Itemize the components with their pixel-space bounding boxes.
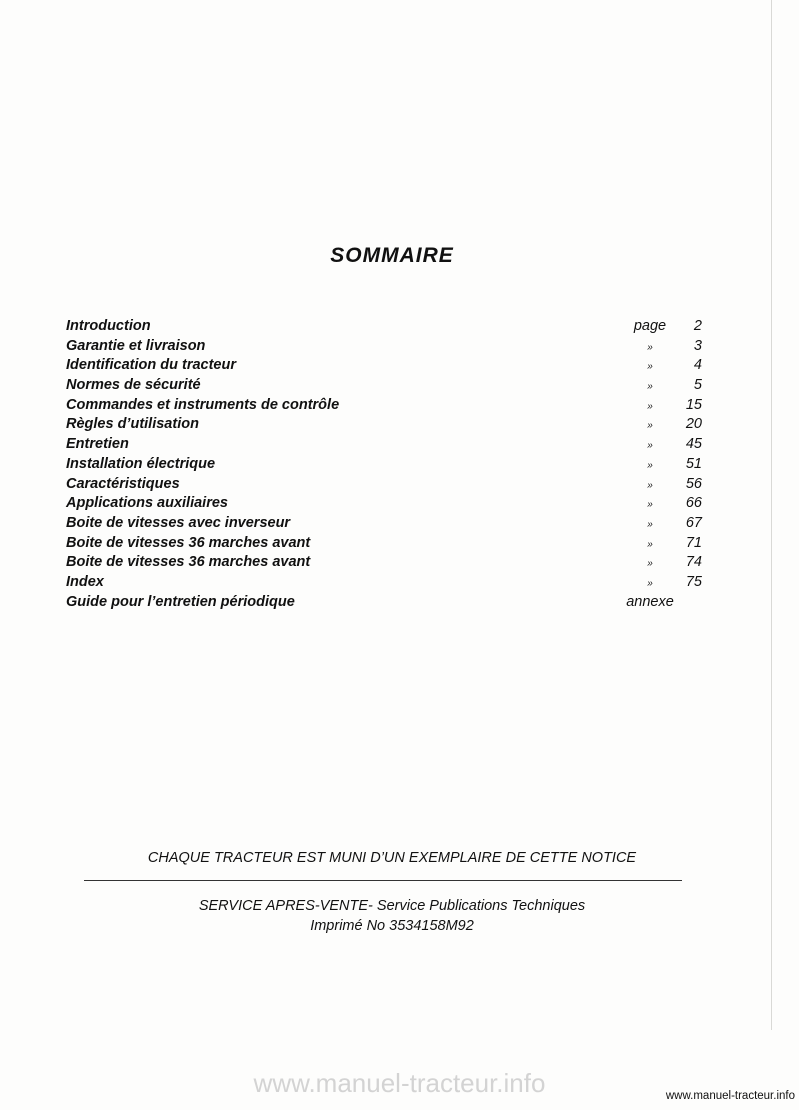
toc-row bbox=[66, 416, 716, 436]
toc-entry-page: 4 bbox=[693, 357, 702, 374]
toc-entry-label: Commandes et instruments de contrôle bbox=[66, 396, 340, 413]
toc-entry-ref: » bbox=[647, 361, 653, 373]
toc-entry-label: Boite de vitesses avec inverseur bbox=[66, 514, 291, 531]
toc-entry-label: Entretien bbox=[66, 436, 129, 453]
toc-entry-page: 56 bbox=[685, 475, 702, 492]
toc-entry-ref: page bbox=[633, 318, 667, 334]
toc-row bbox=[66, 574, 716, 594]
toc-entry-label: Introduction bbox=[66, 318, 151, 334]
toc-entry-page: 67 bbox=[685, 514, 702, 531]
toc-entry-ref: » bbox=[647, 577, 653, 589]
toc-entry-page: 15 bbox=[685, 396, 702, 413]
toc-entry-page: 74 bbox=[685, 554, 702, 571]
service-text: SERVICE APRES-VENTE- Service Publications Techniques bbox=[198, 898, 586, 914]
toc-entry-page: 45 bbox=[685, 436, 702, 453]
toc-entry-ref: » bbox=[647, 459, 653, 471]
toc-row bbox=[66, 338, 716, 358]
toc-entry-ref: » bbox=[647, 381, 653, 393]
toc-row bbox=[66, 535, 716, 555]
toc-entry-ref: » bbox=[647, 341, 653, 353]
toc-entry-ref: » bbox=[647, 400, 653, 412]
toc-entry-ref: » bbox=[647, 518, 653, 530]
toc-entry-label: Boite de vitesses 36 marches avant bbox=[66, 554, 311, 571]
toc-entry-label: Guide pour l’entretien périodique bbox=[66, 593, 295, 610]
toc-row bbox=[66, 436, 716, 456]
toc-entry-label: Normes de sécurité bbox=[66, 377, 201, 394]
toc-entry-label: Boite de vitesses 36 marches avant bbox=[66, 534, 311, 551]
toc-entry-ref: » bbox=[647, 479, 653, 491]
toc-entry-label: Identification du tracteur bbox=[66, 357, 236, 374]
toc-row bbox=[66, 377, 716, 397]
footer-url: www.manuel-tracteur.info bbox=[665, 1090, 795, 1102]
toc-row bbox=[66, 495, 716, 515]
toc-entry-ref: » bbox=[647, 499, 653, 511]
toc-entry-ref: » bbox=[647, 440, 653, 452]
toc-entry-ref: annexe bbox=[626, 593, 674, 610]
toc-entry-page: 3 bbox=[693, 337, 702, 354]
toc-entry-page: 51 bbox=[685, 455, 702, 472]
toc-row bbox=[66, 594, 716, 614]
toc-entry-ref: » bbox=[647, 558, 653, 570]
toc-row bbox=[66, 357, 716, 377]
toc-entry-label: Règles d’utilisation bbox=[66, 416, 199, 433]
toc-entry-label: Applications auxiliaires bbox=[66, 495, 228, 512]
toc-entry-page: 66 bbox=[685, 495, 702, 512]
toc-entry-label: Caractéristiques bbox=[66, 475, 180, 492]
toc-entry-page: 2 bbox=[693, 318, 702, 334]
watermark-text: www.manuel-tracteur.info bbox=[253, 1068, 546, 1098]
toc-entry-label: Index bbox=[66, 573, 104, 590]
notice-text: CHAQUE TRACTEUR EST MUNI D’UN EXEMPLAIRE DE CETTE NOTICE bbox=[147, 850, 637, 866]
toc-entry-page: 71 bbox=[685, 534, 702, 551]
toc-row bbox=[66, 318, 716, 338]
toc-row bbox=[66, 515, 716, 535]
divider bbox=[84, 880, 682, 881]
toc-entry-ref: » bbox=[647, 420, 653, 432]
table-of-contents bbox=[66, 318, 716, 613]
print-number-text: Imprimé No 3534158M92 bbox=[310, 918, 474, 934]
toc-entry-label: Garantie et livraison bbox=[66, 337, 206, 354]
toc-entry-page: 20 bbox=[685, 416, 702, 433]
toc-entry-label: Installation électrique bbox=[66, 455, 216, 472]
page-title: SOMMAIRE bbox=[330, 244, 454, 267]
toc-entry-ref: » bbox=[647, 538, 653, 550]
toc-row bbox=[66, 554, 716, 574]
page-edge-line bbox=[771, 0, 772, 1030]
toc-row bbox=[66, 476, 716, 496]
toc-entry-page: 75 bbox=[685, 573, 702, 590]
toc-entry-page: 5 bbox=[693, 377, 702, 394]
toc-row bbox=[66, 397, 716, 417]
toc-row bbox=[66, 456, 716, 476]
